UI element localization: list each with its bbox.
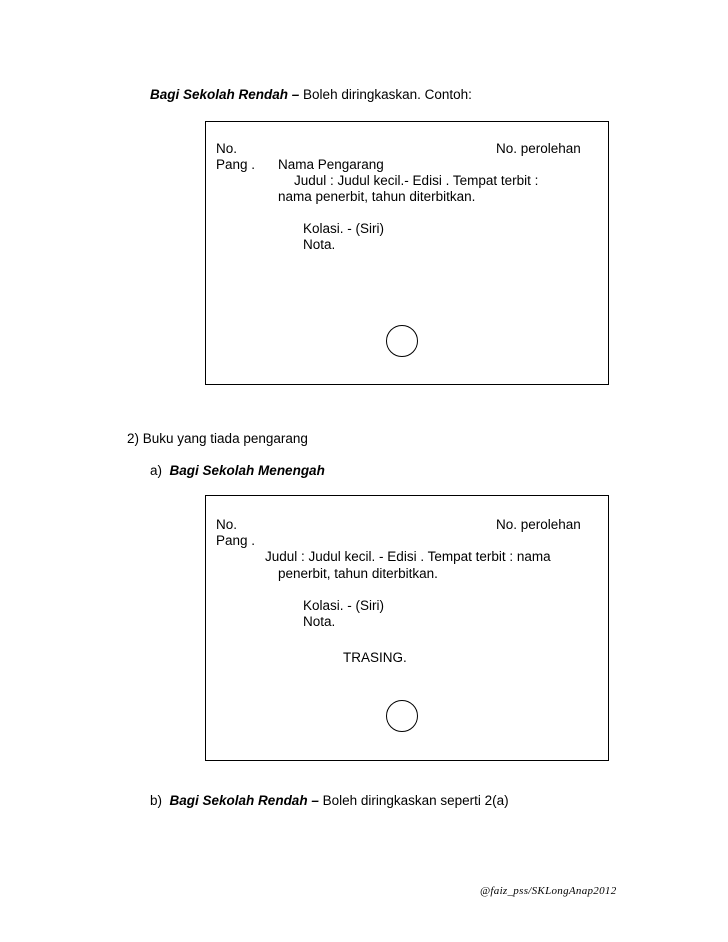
card2-call-number: Pang .: [216, 533, 256, 548]
card2-note: Nota.: [303, 614, 336, 629]
section-2b-title: Bagi Sekolah Rendah –: [169, 793, 319, 808]
card1-note: Nota.: [303, 237, 336, 252]
section-2b-marker: b): [150, 793, 163, 808]
section-2-heading: 2) Buku yang tiada pengarang: [127, 431, 308, 446]
section-2a-title: Bagi Sekolah Menengah: [169, 463, 325, 478]
card1-call-number: Pang .: [216, 157, 256, 172]
card1-author: Nama Pengarang: [278, 157, 384, 172]
card2-punch-hole: [386, 700, 418, 732]
card1-punch-hole: [386, 325, 418, 357]
section-2b-heading: [150, 793, 509, 809]
card2-collation: Kolasi. - (Siri): [303, 598, 385, 613]
card1-publisher-line: nama penerbit, tahun diterbitkan.: [278, 189, 476, 204]
section-2a-marker: a): [150, 463, 163, 478]
card1-title-line: Judul : Judul kecil.- Edisi . Tempat terbit :: [294, 173, 539, 188]
card2-tracing: TRASING.: [343, 650, 407, 665]
section-2b-text: Boleh diringkaskan seperti 2(a): [318, 793, 509, 808]
footer-credit: @faiz_pss/SKLongAnap2012: [480, 885, 617, 897]
card1-collation: Kolasi. - (Siri): [303, 221, 385, 236]
card1-accession-number: No. perolehan: [496, 141, 581, 156]
heading-emphasis: Bagi Sekolah Rendah –: [150, 87, 300, 102]
card1-no: No.: [216, 141, 238, 156]
card2-publisher-line: penerbit, tahun diterbitkan.: [278, 566, 438, 581]
card2-title-line: Judul : Judul kecil. - Edisi . Tempat terbit : nama: [265, 549, 551, 564]
section-2a-heading: [150, 463, 325, 479]
heading-text: Boleh diringkaskan. Contoh:: [299, 87, 472, 102]
card2-no: No.: [216, 517, 238, 532]
section-heading-sekolah-rendah: [150, 87, 472, 103]
card2-accession-number: No. perolehan: [496, 517, 581, 532]
